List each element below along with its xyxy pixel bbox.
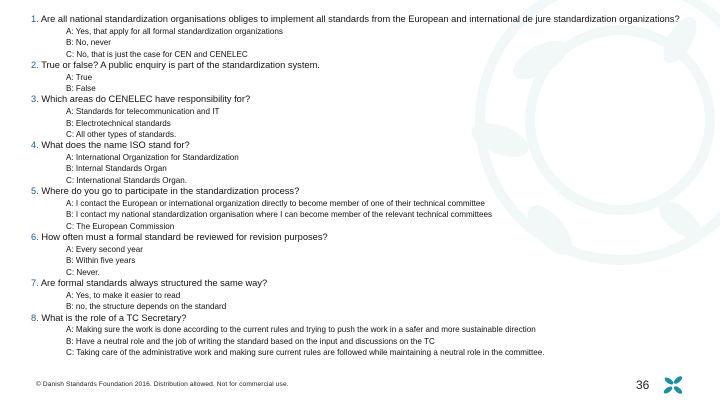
question-text: Are formal standards always structured the same way? bbox=[40, 278, 268, 289]
answer-letter: A: bbox=[66, 153, 74, 163]
question-number: 1. bbox=[31, 14, 39, 24]
answer-text: Yes, that apply for all formal standardization organizations bbox=[75, 26, 283, 36]
question-number: 2. bbox=[31, 59, 39, 70]
question-number: 3. bbox=[31, 94, 39, 105]
answer-letter: A: bbox=[66, 72, 74, 82]
question bbox=[31, 94, 691, 106]
answer-text: Within five years bbox=[75, 256, 136, 266]
answer-text: Have a neutral role and the job of writing the standard based on the input and discussions on the TC bbox=[75, 336, 435, 346]
question bbox=[31, 186, 691, 198]
answer-letter: B: bbox=[66, 210, 74, 220]
answer-text: False bbox=[75, 84, 96, 94]
copyright-footer: © Danish Standards Foundation 2016. Distribution allowed. Not for commercial use. bbox=[36, 381, 289, 388]
question bbox=[31, 140, 691, 152]
answer-text: Electrotechnical standards bbox=[75, 118, 171, 128]
question bbox=[31, 313, 691, 325]
answer-option bbox=[31, 26, 691, 37]
answer-text: no, the structure depends on the standard bbox=[75, 302, 227, 312]
answer-option bbox=[31, 267, 691, 278]
answer-text: International Standards Organ. bbox=[76, 175, 188, 185]
answer-text: Standards for telecommunication and IT bbox=[75, 107, 220, 117]
answer-text: Making sure the work is done according to the current rules and trying to push the work in a safer and more sustainable direction bbox=[75, 325, 536, 335]
question-text: Which areas do CENELEC have responsibility for? bbox=[41, 94, 251, 105]
answer-option bbox=[31, 49, 691, 60]
answer-option bbox=[31, 301, 691, 312]
answer-option bbox=[31, 106, 691, 117]
answer-option bbox=[31, 221, 691, 232]
answer-option bbox=[31, 209, 691, 220]
answer-letter: C: bbox=[66, 175, 75, 185]
answer-text: Yes, to make it easier to read bbox=[75, 290, 181, 300]
question bbox=[31, 14, 691, 26]
question-number: 7. bbox=[31, 278, 39, 289]
answer-text: Internal Standards Organ bbox=[75, 164, 167, 174]
answer-letter: A: bbox=[66, 244, 74, 254]
question-text: What is the role of a TC Secretary? bbox=[41, 312, 187, 323]
answer-option bbox=[31, 163, 691, 174]
answer-option bbox=[31, 175, 691, 186]
answer-option bbox=[31, 72, 691, 83]
answer-text: No, that is just the case for CEN and CENELEC bbox=[76, 49, 248, 59]
answer-letter: A: bbox=[66, 325, 74, 335]
answer-letter: A: bbox=[66, 290, 74, 300]
question-number: 6. bbox=[31, 232, 39, 243]
answer-letter: B: bbox=[66, 336, 74, 346]
answer-option bbox=[31, 244, 691, 255]
question-text: What does the name ISO stand for? bbox=[41, 140, 190, 151]
question bbox=[31, 278, 691, 290]
answer-letter: A: bbox=[66, 198, 74, 208]
answer-option bbox=[31, 347, 691, 358]
answer-option bbox=[31, 37, 691, 48]
page-number: 36 bbox=[636, 378, 650, 392]
quiz-content bbox=[31, 14, 691, 359]
answer-letter: A: bbox=[66, 26, 74, 36]
answer-option bbox=[31, 198, 691, 209]
question-text: How often must a formal standard be reviewed for revision purposes? bbox=[41, 232, 328, 243]
answer-text: I contact my national standardization organisation where I can become member of the relevant technical committees bbox=[75, 210, 493, 220]
question-text: Are all national standardization organisations obliges to implement all standards from the European and international de jure standardization organizations? bbox=[40, 14, 680, 24]
answer-letter: B: bbox=[66, 38, 74, 48]
answer-letter: C: bbox=[66, 221, 75, 231]
answer-option bbox=[31, 255, 691, 266]
answer-option bbox=[31, 336, 691, 347]
answer-letter: B: bbox=[66, 118, 74, 128]
question bbox=[31, 60, 691, 72]
answer-letter: B: bbox=[66, 256, 74, 266]
question-number: 8. bbox=[31, 312, 39, 323]
answer-option bbox=[31, 324, 691, 335]
answer-letter: B: bbox=[66, 164, 74, 174]
answer-letter: C: bbox=[66, 267, 75, 277]
question-text: Where do you go to participate in the standardization process? bbox=[41, 186, 300, 197]
question-number: 5. bbox=[31, 186, 39, 197]
answer-text: No, never bbox=[75, 38, 111, 48]
question-text: True or false? A public enquiry is part of the standardization system. bbox=[41, 59, 320, 70]
answer-text: International Organization for Standardization bbox=[75, 153, 239, 163]
answer-option bbox=[31, 83, 691, 94]
answer-option bbox=[31, 129, 691, 140]
question-number: 4. bbox=[31, 140, 39, 151]
answer-letter: C: bbox=[66, 129, 75, 139]
answer-option bbox=[31, 290, 691, 301]
answer-option bbox=[31, 118, 691, 129]
answer-text: True bbox=[75, 72, 93, 82]
answer-text: Every second year bbox=[75, 244, 143, 254]
danish-standards-leaf-logo bbox=[662, 374, 686, 398]
answer-letter: B: bbox=[66, 302, 74, 312]
answer-text: The European Commission bbox=[76, 221, 175, 231]
question bbox=[31, 232, 691, 244]
answer-letter: A: bbox=[66, 107, 74, 117]
answer-text: Never. bbox=[76, 267, 100, 277]
answer-letter: C: bbox=[66, 49, 75, 59]
answer-text: I contact the European or international organization directly to become member of one of their technical committee bbox=[75, 198, 485, 208]
answer-option bbox=[31, 152, 691, 163]
answer-letter: C: bbox=[66, 348, 75, 358]
answer-letter: B: bbox=[66, 84, 74, 94]
answer-text: Taking care of the administrative work and making sure current rules are followed while maintaining a neutral role in the committee. bbox=[76, 348, 545, 358]
answer-text: All other types of standards. bbox=[75, 129, 177, 139]
